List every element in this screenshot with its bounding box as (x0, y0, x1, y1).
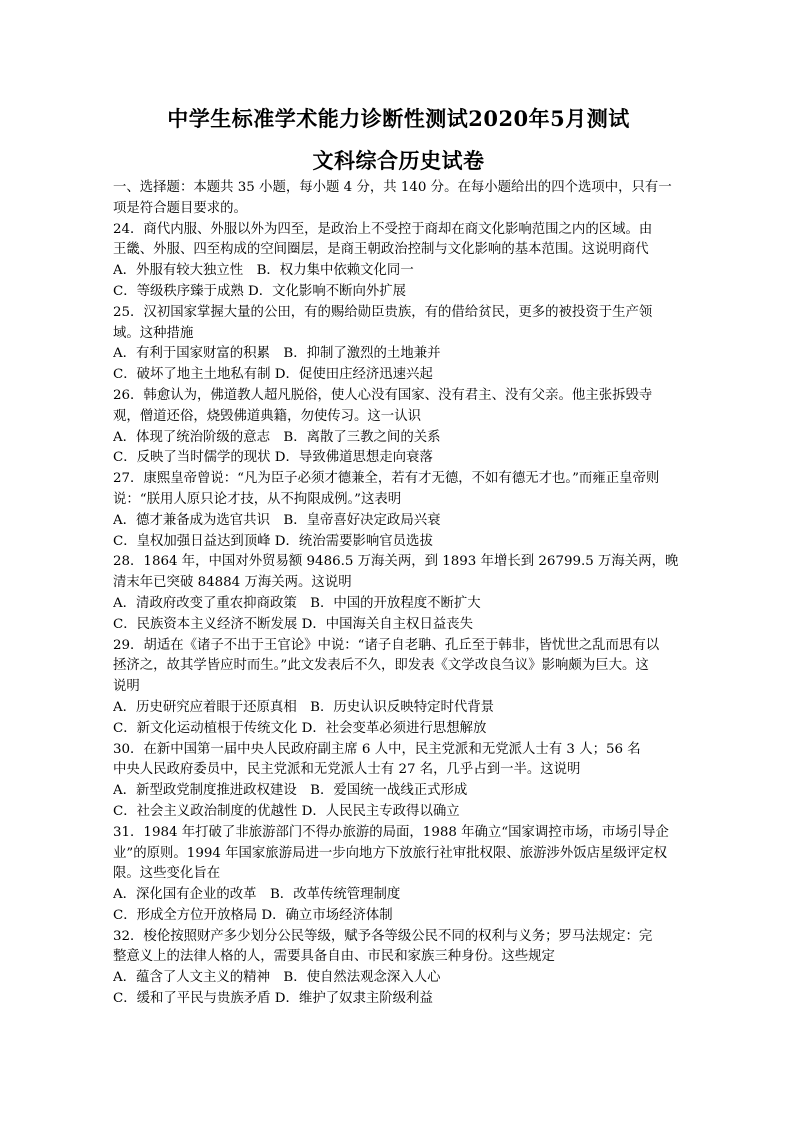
text-line: 限。这些变化旨在 (113, 866, 221, 882)
text-line: 一、选择题：本题共 35 小题，每小题 4 分，共 140 分。在每小题给出的四个选项中，只有一 (113, 180, 672, 195)
text-line: 29．胡适在《诸子不出于王官论》中说：“诸子自老聃、孔丘至于韩非，皆忧世之乱而思有以 (113, 637, 660, 653)
text-line: C．新文化运动植根于传统文化 D．社会变革必须进行思想解放 (113, 720, 487, 736)
text-line: C．社会主义政治制度的优越性 D．人民民主专政得以确立 (113, 803, 460, 819)
text-line: C．破坏了地主土地私有制 D．促使田庄经济迅速兴起 (113, 367, 433, 383)
text-line: 24．商代内服、外服以外为四至，是政治上不受控于商却在商文化影响范围之内的区域。由 (113, 221, 653, 237)
text-line: A．体现了统治阶级的意志 B．离散了三教之间的关系 (113, 429, 441, 445)
text-line: C．缓和了平民与贵族矛盾 D．维护了奴隶主阶级利益 (113, 991, 433, 1007)
exam-subtitle: 文科综合历史试卷 (312, 148, 485, 173)
text-line: 中央人民政府委员中，民主党派和无党派人士有 27 名，几乎占到一半。这说明 (113, 762, 581, 778)
text-line: 整意义上的法律人格的人，需要具备自由、市民和家族三种身份。这些规定 (113, 949, 555, 965)
text-line: C．民族资本主义经济不断发展 D．中国海关自主权日益丧失 (113, 616, 474, 632)
text-line: 项是符合题目要求的。 (113, 200, 247, 216)
text-line: 王畿、外服、四至构成的空间圈层，是商王朝政治控制与文化影响的基本范围。这说明商代 (113, 242, 649, 258)
text-line: 说：“朕用人原只论才技，从不拘限成例。”这表明 (113, 491, 402, 507)
text-line: 说明 (113, 679, 140, 695)
text-line: A．外服有较大独立性 B．权力集中依赖文化同一 (113, 263, 414, 279)
text-line: C．皇权加强日益达到顶峰 D．统治需要影响官员选拔 (113, 533, 433, 549)
text-line: 31．1984 年打破了非旅游部门不得办旅游的局面，1988 年确立“国家调控市场，市场引导企 (113, 824, 669, 840)
text-line: A．历史研究应着眼于还原真相 B．历史认识反映特定时代背景 (113, 699, 495, 715)
text-line: 27．康熙皇帝曾说：“凡为臣子必须才德兼全，若有才无德，不如有德无才也。”而雍正皇帝则 (113, 471, 660, 487)
text-line: 30．在新中国第一届中央人民政府副主席 6 人中，民主党派和无党派人士有 3 人；56 名 (113, 741, 641, 757)
text-line: 28．1864 年，中国对外贸易额 9486.5 万海关两，到 1893 年增长到 26799.5 万海关两，晚 (113, 554, 679, 570)
text-line: A．深化国有企业的改革 B．改革传统管理制度 (113, 887, 401, 903)
text-line: 26．韩愈认为，佛道教人超凡脱俗，使人心没有国家、没有君主、没有父亲。他主张拆毁寺 (113, 387, 653, 403)
text-line: C．等级秩序臻于成熟 D．文化影响不断向外扩展 (113, 283, 407, 299)
question-body (113, 178, 684, 1010)
text-line: C．形成全方位开放格局 D．确立市场经济体制 (113, 907, 393, 923)
text-line: A．德才兼备成为选官共识 B．皇帝喜好决定政局兴衰 (113, 512, 441, 528)
text-line: A．清政府改变了重农抑商政策 B．中国的开放程度不断扩大 (113, 595, 481, 611)
text-line: C．反映了当时儒学的现状 D．导致佛道思想走向衰落 (113, 450, 433, 466)
text-line: 拯济之，故其学皆应时而生。”此文发表后不久，即发表《文学改良刍议》影响颇为巨大。这 (113, 658, 649, 674)
text-line: 清末年已突破 84884 万海关两。这说明 (113, 575, 352, 591)
text-line: 域。这种措施 (113, 325, 194, 341)
text-line: 观，僧道还俗，烧毁佛道典籍，勿使传习。这一认识 (113, 408, 421, 424)
text-line: A．有利于国家财富的积累 B．抑制了激烈的土地兼并 (113, 346, 441, 362)
text-line: 25．汉初国家掌握大量的公田，有的赐给勋臣贵族，有的借给贫民，更多的被投资于生产领 (113, 304, 653, 320)
text-line: A．蕴含了人文主义的精神 B．使自然法观念深入人心 (113, 970, 441, 986)
text-line: A．新型政党制度推进政权建设 B．爱国统一战线正式形成 (113, 783, 468, 799)
exam-title: 中学生标准学术能力诊断性测试2020年5月测试 (167, 106, 630, 131)
text-line: 32．梭伦按照财产多少划分公民等级，赋予各等级公民不同的权利与义务；罗马法规定：完 (113, 928, 653, 944)
text-line: 业”的原则。1994 年国家旅游局进一步向地方下放旅行社审批权限、旅游涉外饭店星级评定权 (113, 845, 668, 861)
